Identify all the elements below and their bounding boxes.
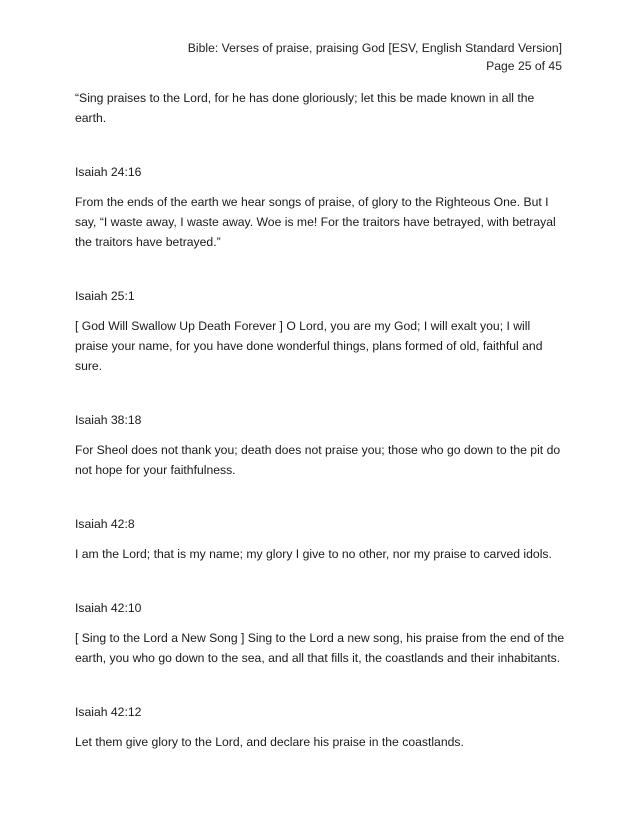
verse-reference: Isaiah 42:8 [75, 517, 135, 531]
verse-block [75, 598, 565, 668]
verse-block [75, 702, 565, 752]
verse-block [75, 410, 565, 480]
verse-block [75, 286, 565, 376]
verse-block [75, 514, 565, 564]
verse-text: For Sheol does not thank you; death does not praise you; those who go down to the pit do not hope for your faithfulness. [75, 443, 561, 477]
verse-text: [ Sing to the Lord a New Song ] Sing to the Lord a new song, his praise from the end of the earth, you who go down to the sea, and all that fills it, the coastlands and their inhabitants. [75, 631, 565, 665]
verse-text: Let them give glory to the Lord, and declare his praise in the coastlands. [75, 735, 464, 749]
verse-reference: Isaiah 24:16 [75, 165, 142, 179]
verse-text: From the ends of the earth we hear songs of praise, of glory to the Righteous One. But I say, “I waste away, I waste away. Woe is me! For the traitors have betrayed, with betrayal the traitors have betrayed.” [75, 195, 556, 249]
verse-text: [ God Will Swallow Up Death Forever ] O Lord, you are my God; I will exalt you; I will praise your name, for you have done wonderful things, plans formed of old, faithful and sure. [75, 319, 543, 373]
verse-reference: Isaiah 42:12 [75, 705, 142, 719]
verse-reference: Isaiah 25:1 [75, 289, 135, 303]
verse-block [75, 162, 565, 252]
document-title: Bible: Verses of praise, praising God [ESV, English Standard Version] [187, 41, 562, 55]
intro-paragraph: “Sing praises to the Lord, for he has done gloriously; let this be made known in all the earth. [75, 91, 535, 125]
page-content [75, 88, 565, 752]
page-header [188, 39, 562, 75]
page-number: Page 25 of 45 [486, 59, 562, 73]
verse-reference: Isaiah 38:18 [75, 413, 142, 427]
verse-reference: Isaiah 42:10 [75, 601, 142, 615]
verse-text: I am the Lord; that is my name; my glory I give to no other, nor my praise to carved idols. [75, 547, 552, 561]
